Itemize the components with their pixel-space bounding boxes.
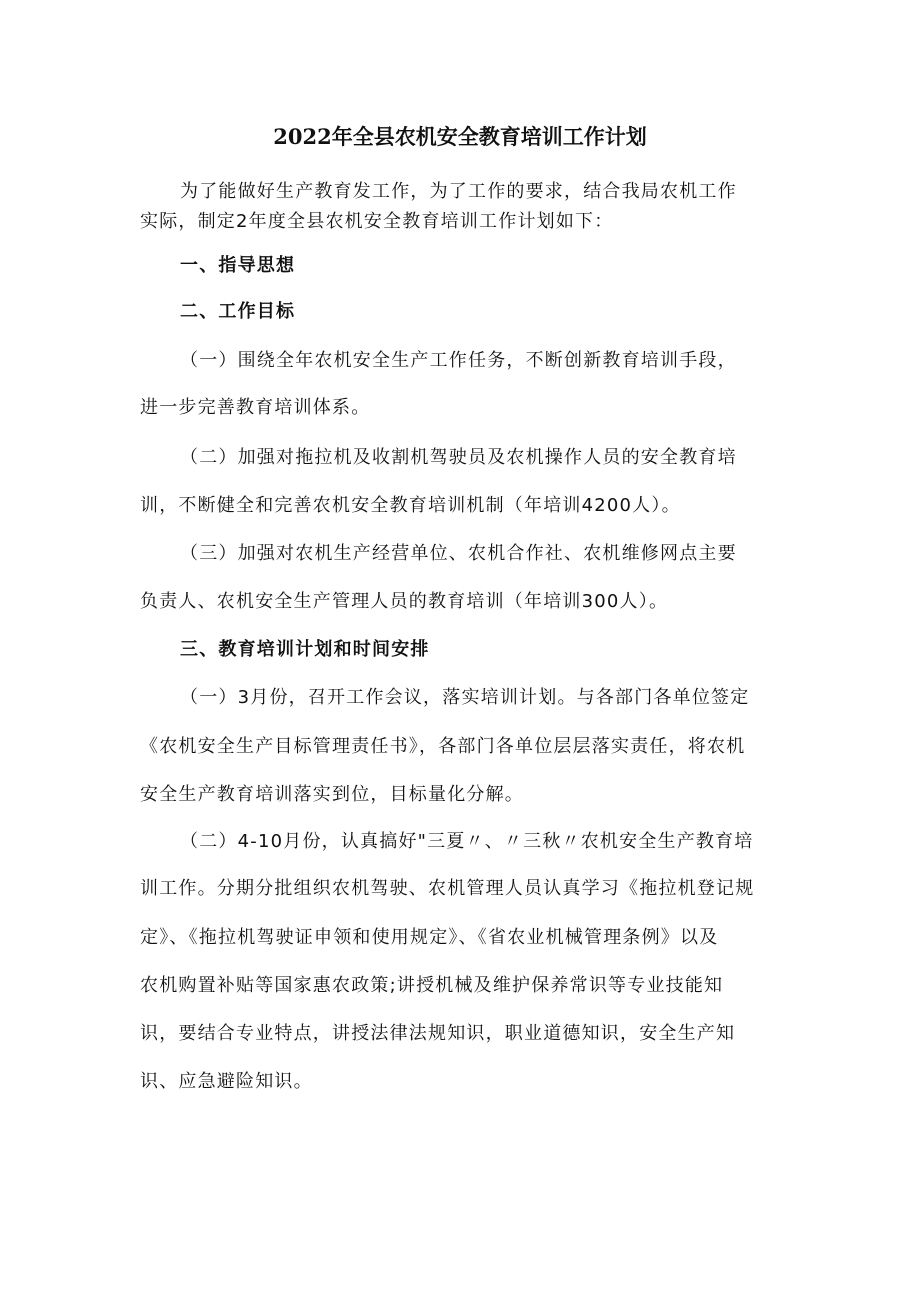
goal-2-line-2: 训，不断健全和完善农机安全教育培训机制（年培训4200人）。 <box>140 495 681 516</box>
schedule-2-line-2: 训工作。分期分批组织农机驾驶、农机管理人员认真学习《拖拉机登记规 <box>140 878 755 899</box>
schedule-1-line-3: 安全生产教育培训落实到位，目标量化分解。 <box>140 784 524 805</box>
schedule-1-line-2: 《农机安全生产目标管理责任书》，各部门各单位层层落实责任，将农机 <box>140 736 746 757</box>
schedule-1-line-1: （一）3月份，召开工作会议，落实培训计划。与各部门各单位签定 <box>180 687 750 708</box>
document-title: 2022年全县农机安全教育培训工作计划 <box>273 124 647 149</box>
schedule-2-line-6: 识、应急避险知识。 <box>140 1071 313 1092</box>
goal-2-line-1: （二）加强对拖拉机及收割机驾驶员及农机操作人员的安全教育培 <box>180 447 737 468</box>
goal-3-line-2: 负责人、农机安全生产管理人员的教育培训（年培训300人）。 <box>140 591 669 612</box>
intro-line-2: 实际，制定2年度全县农机安全教育培训工作计划如下： <box>140 211 614 232</box>
goal-1-line-2: 进一步完善教育培训体系。 <box>140 397 371 418</box>
schedule-2-line-3: 定》、《拖拉机驾驶证申领和使用规定》、《省农业机械管理条例》以及 <box>140 927 719 948</box>
schedule-2-line-5: 识，要结合专业特点，讲授法律法规知识，职业道德知识，安全生产知 <box>140 1023 736 1044</box>
section-heading-work-goals: 二、工作目标 <box>180 301 296 322</box>
intro-line-1: 为了能做好生产教育发工作，为了工作的要求，结合我局农机工作 <box>180 181 737 202</box>
section-heading-guiding-thought: 一、指导思想 <box>180 255 296 276</box>
schedule-2-line-1: （二）4-10月份，认真搞好"三夏〃、〃三秋〃农机安全生产教育培 <box>180 831 754 852</box>
goal-1-line-1: （一）围绕全年农机安全生产工作任务，不断创新教育培训手段， <box>180 350 737 371</box>
section-heading-training-schedule: 三、教育培训计划和时间安排 <box>180 639 430 660</box>
schedule-2-line-4: 农机购置补贴等国家惠农政策;讲授机械及维护保养常识等专业技能知 <box>140 975 724 996</box>
goal-3-line-1: （三）加强对农机生产经营单位、农机合作社、农机维修网点主要 <box>180 543 737 564</box>
